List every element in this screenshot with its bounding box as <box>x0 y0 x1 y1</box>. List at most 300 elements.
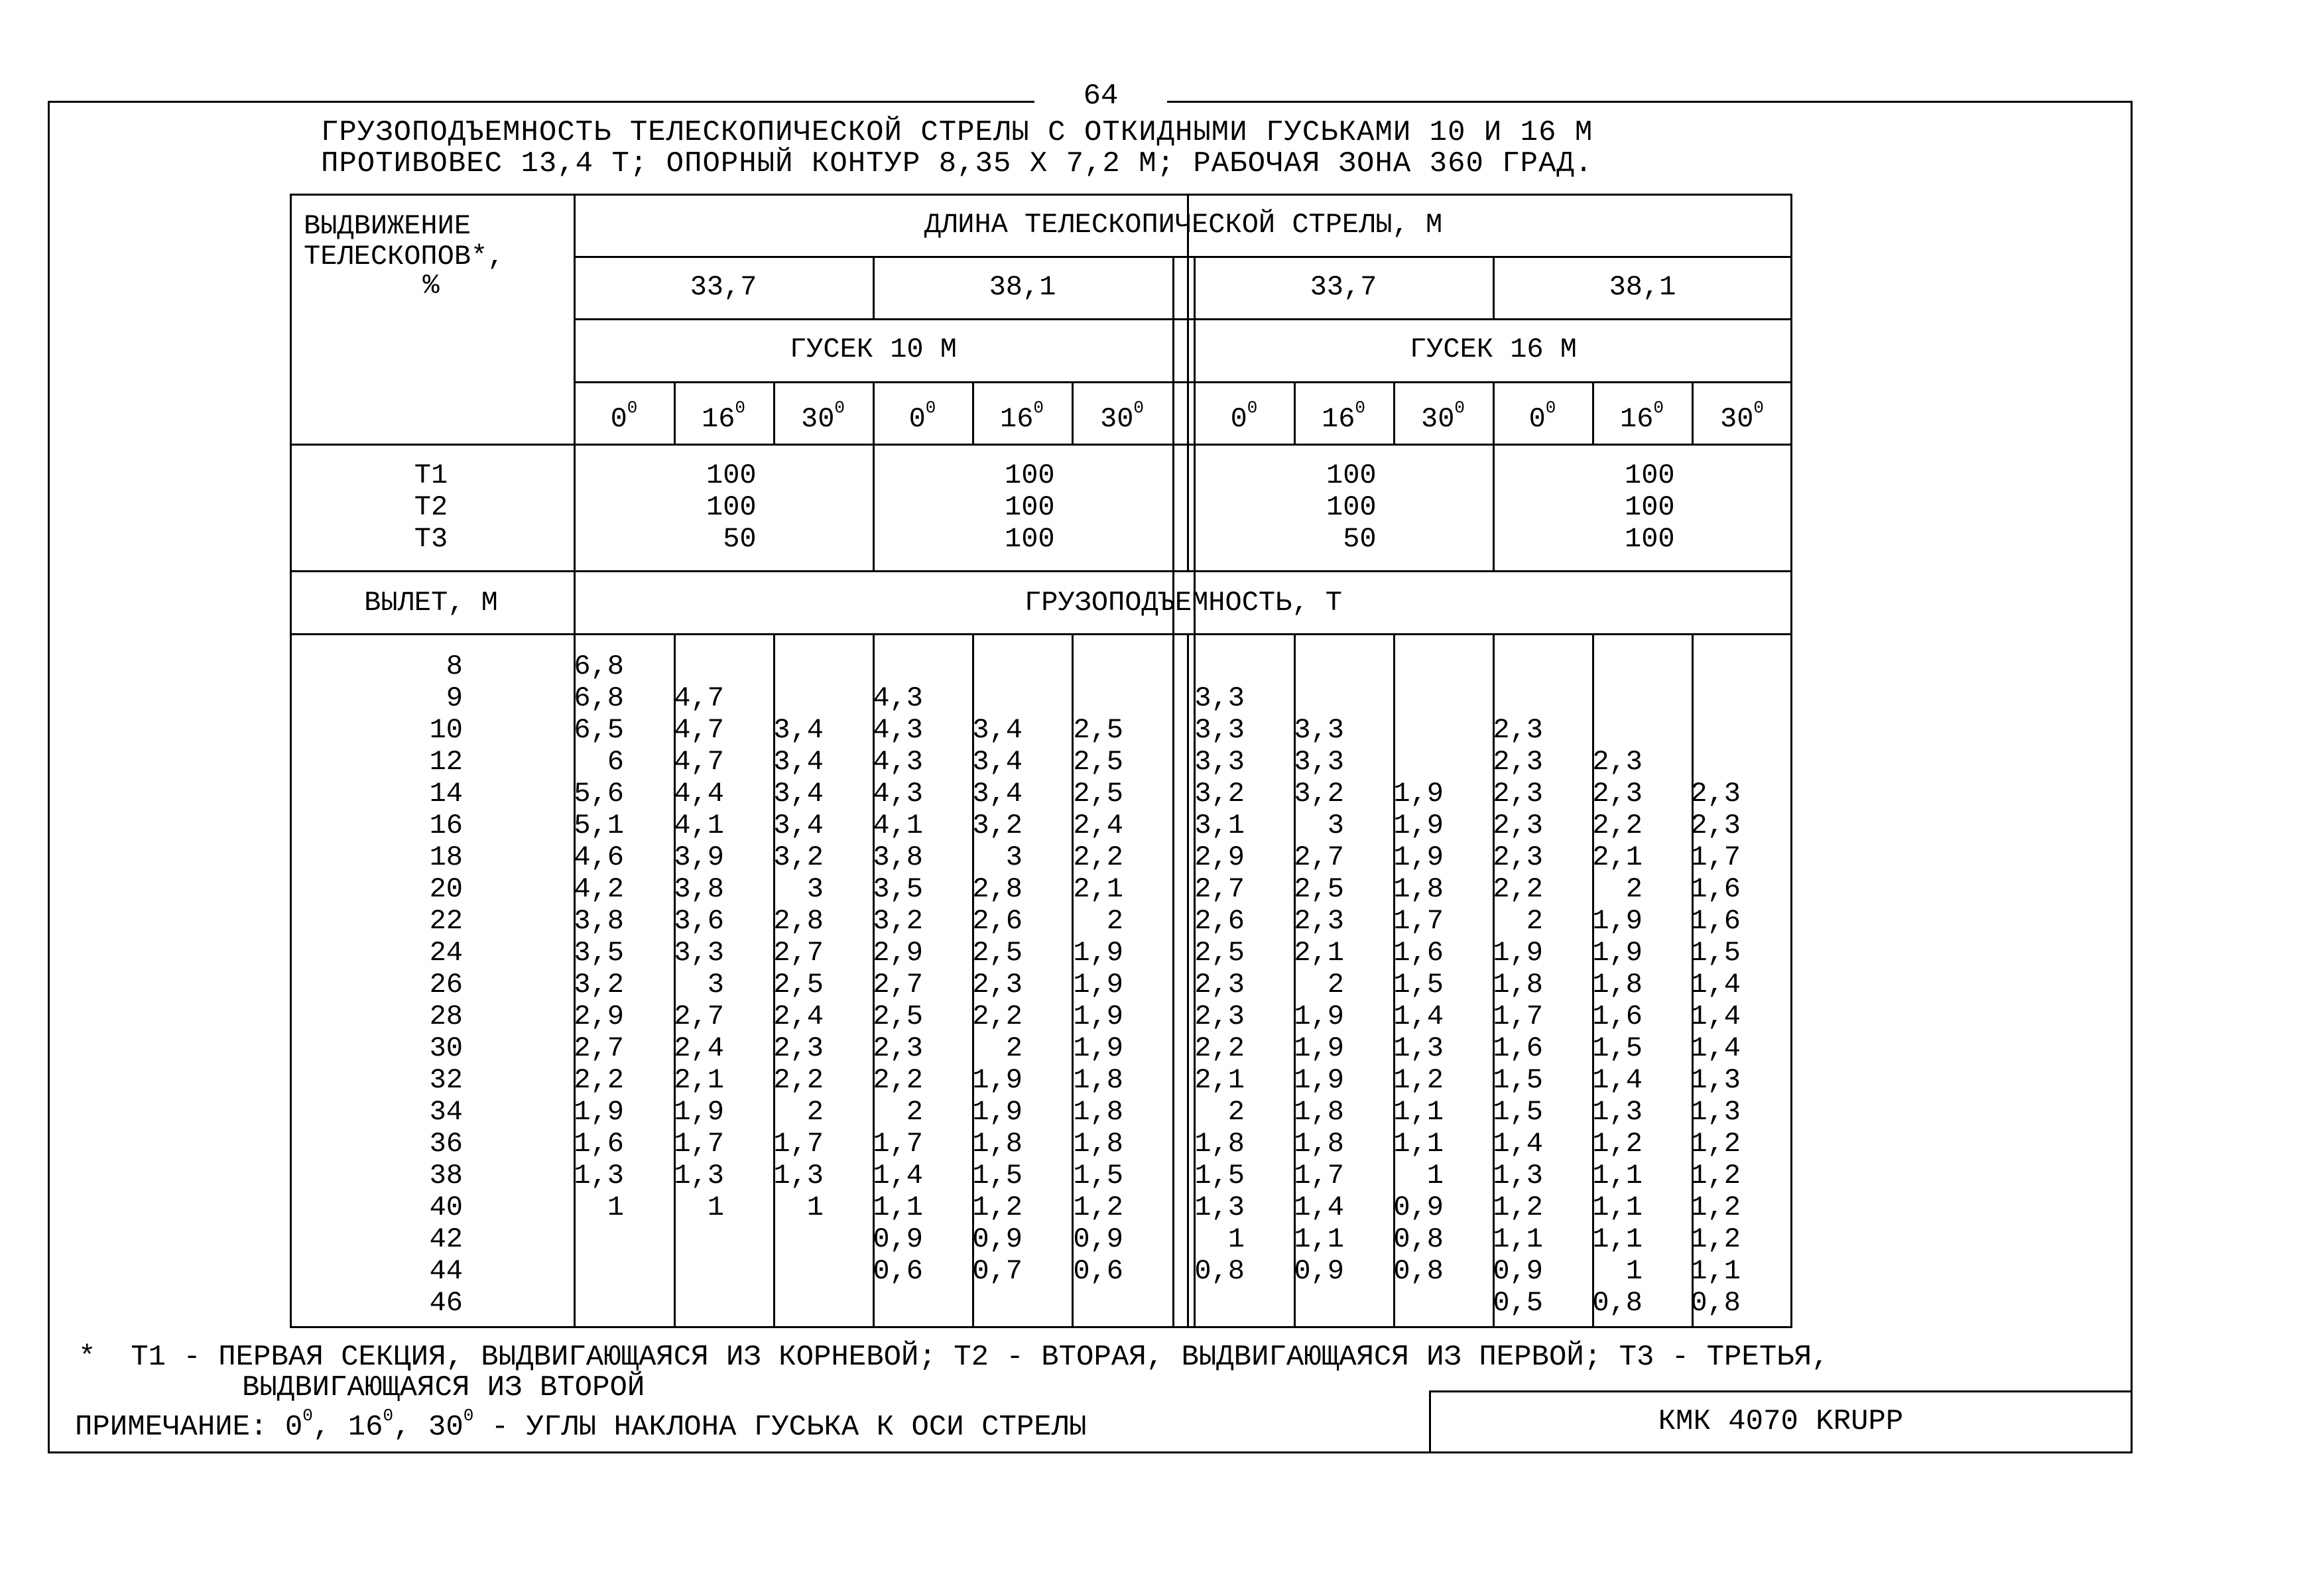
table-title-line1: ГРУЗОПОДЪЕМНОСТЬ ТЕЛЕСКОПИЧЕСКОЙ СТРЕЛЫ С ОТКИДНЫМИ ГУСЬКАМИ 10 И 16 М <box>321 116 1593 149</box>
capacity-column <box>837 650 923 1319</box>
radius-value: 16 <box>429 810 463 841</box>
capacity-cell <box>1037 682 1123 714</box>
capacity-cell: 2 <box>1526 905 1543 937</box>
capacity-cell: 1,9 <box>1073 969 1123 1001</box>
jib-angle: $0^0$ <box>908 398 936 435</box>
capacity-cell: 0,9 <box>1294 1255 1344 1287</box>
capacity-cell: 1,6 <box>1592 1001 1643 1032</box>
capacity-cell: 2,7 <box>773 937 824 969</box>
capacity-cell: 3 <box>707 969 724 1001</box>
capacity-cell: 3,3 <box>1294 746 1344 778</box>
capacity-cell: 6,5 <box>574 714 624 746</box>
capacity-cell <box>1556 650 1643 682</box>
radius-value: 30 <box>429 1032 463 1064</box>
capacity-cell: 1,9 <box>1592 905 1643 937</box>
capacity-cell: 1,2 <box>972 1192 1023 1223</box>
capacity-cell <box>1357 650 1444 682</box>
capacity-cell: 1,4 <box>1592 1064 1643 1096</box>
capacity-cell: 1,3 <box>674 1160 724 1192</box>
jib-angle: $16^0$ <box>1619 398 1664 435</box>
capacity-cell: 1,1 <box>873 1192 923 1223</box>
capacity-cell <box>638 1287 724 1319</box>
capacity-cell: 1,4 <box>1393 1001 1444 1032</box>
capacity-column <box>1158 650 1245 1319</box>
grid-line <box>292 633 1792 635</box>
capacity-cell: 1,4 <box>1690 1032 1741 1064</box>
degree-mark: 0 <box>1355 398 1366 418</box>
capacity-cell: 3,8 <box>574 905 624 937</box>
degree-mark: 0 <box>735 398 746 418</box>
capacity-cell: 1,9 <box>674 1096 724 1128</box>
capacity-cell: 1,3 <box>1493 1160 1543 1192</box>
capacity-cell <box>1357 746 1444 778</box>
capacity-cell: 1,7 <box>1294 1160 1344 1192</box>
capacity-cell: 1,8 <box>1294 1096 1344 1128</box>
capacity-cell: 2,2 <box>1194 1032 1245 1064</box>
capacity-cell <box>1357 714 1444 746</box>
capacity-cell: 2,3 <box>1194 1001 1245 1032</box>
capacity-cell: 6,8 <box>574 650 624 682</box>
capacity-cell: 2,9 <box>873 937 923 969</box>
capacity-cell: 1,1 <box>1592 1223 1643 1255</box>
capacity-cell: 3,2 <box>1294 778 1344 810</box>
degree-mark: 0 <box>1247 398 1258 418</box>
capacity-cell: 1,4 <box>1690 1001 1741 1032</box>
capacity-cell: 2,4 <box>1073 810 1123 841</box>
capacity-cell: 1,3 <box>1194 1192 1245 1223</box>
capacity-cell: 1,9 <box>1073 1001 1123 1032</box>
capacity-cell: 3,4 <box>972 746 1023 778</box>
capacity-cell: 4,1 <box>674 810 724 841</box>
capacity-column <box>936 650 1023 1319</box>
capacity-cell: 2,7 <box>574 1032 624 1064</box>
capacity-cell: 1,1 <box>1493 1223 1543 1255</box>
degree-mark: 0 <box>627 398 638 418</box>
capacity-cell: 1,9 <box>1592 937 1643 969</box>
capacity-cell: 0,8 <box>1393 1255 1444 1287</box>
capacity-cell: 3,5 <box>574 937 624 969</box>
degree-mark: 0 <box>925 398 936 418</box>
capacity-cell: 1,9 <box>972 1064 1023 1096</box>
capacity-cell <box>737 1287 824 1319</box>
capacity-cell: 4,7 <box>674 714 724 746</box>
capacity-column <box>1654 650 1741 1319</box>
capacity-cell: 1 <box>1426 1160 1444 1192</box>
capacity-header: ГРУЗОПОДЪЕМНОСТЬ, Т <box>1025 587 1342 619</box>
row-header-line2: ТЕЛЕСКОПОВ*, <box>304 241 505 273</box>
capacity-cell: 2,3 <box>1493 714 1543 746</box>
capacity-cell: 4,1 <box>873 810 923 841</box>
capacity-cell: 1 <box>1625 1255 1643 1287</box>
capacity-cell: 1,4 <box>873 1160 923 1192</box>
capacity-cell: 0,9 <box>1393 1192 1444 1223</box>
capacity-cell <box>538 1255 624 1287</box>
capacity-cell: 3,3 <box>1194 746 1245 778</box>
capacity-cell <box>1654 714 1741 746</box>
capacity-cell <box>1258 650 1344 682</box>
jib-angle: $0^0$ <box>1230 398 1258 435</box>
capacity-cell: 1,8 <box>1073 1064 1123 1096</box>
radius-column <box>292 650 463 1319</box>
radius-value: 40 <box>429 1192 463 1223</box>
capacity-cell: 1 <box>607 1192 624 1223</box>
capacity-cell: 1,6 <box>1690 873 1741 905</box>
capacity-cell: 1,5 <box>1073 1160 1123 1192</box>
capacity-cell: 1 <box>1227 1223 1245 1255</box>
capacity-cell: 2,5 <box>1194 937 1245 969</box>
capacity-cell <box>538 1223 624 1255</box>
capacity-cell: 2,2 <box>1493 873 1543 905</box>
capacity-cell: 0,8 <box>1690 1287 1741 1319</box>
boom-length: 38,1 <box>989 271 1056 303</box>
capacity-cell: 0,8 <box>1592 1287 1643 1319</box>
jib-angle: $0^0$ <box>1528 398 1556 435</box>
capacity-cell: 1,8 <box>1592 969 1643 1001</box>
capacity-cell <box>1037 1287 1123 1319</box>
capacity-cell <box>936 1287 1023 1319</box>
capacity-cell: 1,2 <box>1690 1160 1741 1192</box>
capacity-cell: 2,5 <box>1294 873 1344 905</box>
capacity-cell: 6,8 <box>574 682 624 714</box>
capacity-cell: 2,5 <box>972 937 1023 969</box>
capacity-cell: 3,2 <box>773 841 824 873</box>
capacity-cell: 1,7 <box>873 1128 923 1160</box>
radius-value: 22 <box>429 905 463 937</box>
capacity-cell: 1,9 <box>972 1096 1023 1128</box>
capacity-cell: 4,3 <box>873 778 923 810</box>
capacity-cell: 2 <box>1106 905 1123 937</box>
capacity-cell <box>737 1255 824 1287</box>
capacity-cell: 1,7 <box>773 1128 824 1160</box>
boom-length: 38,1 <box>1609 271 1676 303</box>
capacity-cell: 1,9 <box>1493 937 1543 969</box>
capacity-cell: 3,3 <box>674 937 724 969</box>
capacity-cell <box>1037 650 1123 682</box>
boom-length: 33,7 <box>1310 271 1377 303</box>
capacity-cell: 2,4 <box>773 1001 824 1032</box>
capacity-cell: 2,7 <box>1194 873 1245 905</box>
capacity-cell: 3,3 <box>1294 714 1344 746</box>
section-labels: Т1 Т2 Т3 <box>414 460 448 555</box>
capacity-cell: 2,4 <box>674 1032 724 1064</box>
capacity-cell: 1,1 <box>1393 1128 1444 1160</box>
capacity-cell: 1,3 <box>1690 1096 1741 1128</box>
capacity-cell: 5,1 <box>574 810 624 841</box>
capacity-column <box>737 650 824 1319</box>
capacity-cell: 2,2 <box>873 1064 923 1096</box>
capacity-cell: 3 <box>1005 841 1023 873</box>
capacity-cell: 1,7 <box>1393 905 1444 937</box>
grid-line <box>574 256 1792 258</box>
capacity-cell: 2,8 <box>773 905 824 937</box>
capacity-cell: 1,9 <box>1393 810 1444 841</box>
jib-angle: $30^0$ <box>1099 398 1145 435</box>
capacity-cell: 0,9 <box>1073 1223 1123 1255</box>
capacity-cell <box>1556 714 1643 746</box>
capacity-cell: 1,3 <box>1690 1064 1741 1096</box>
capacity-cell: 1,6 <box>1493 1032 1543 1064</box>
capacity-cell <box>1654 650 1741 682</box>
radius-value: 38 <box>429 1160 463 1192</box>
jib-angle: $30^0$ <box>800 398 845 435</box>
capacity-column <box>1556 650 1643 1319</box>
capacity-cell: 1,5 <box>1592 1032 1643 1064</box>
capacity-cell: 3,4 <box>773 746 824 778</box>
capacity-cell: 1,2 <box>1690 1128 1741 1160</box>
capacity-cell: 4,6 <box>574 841 624 873</box>
capacity-cell <box>1457 682 1543 714</box>
capacity-cell: 3,6 <box>674 905 724 937</box>
capacity-cell: 1,4 <box>1493 1128 1543 1160</box>
capacity-column <box>1357 650 1444 1319</box>
capacity-cell <box>936 682 1023 714</box>
radius-value: 34 <box>429 1096 463 1128</box>
capacity-cell: 0,8 <box>1393 1223 1444 1255</box>
capacity-cell: 1,8 <box>1493 969 1543 1001</box>
radius-value: 10 <box>429 714 463 746</box>
capacity-cell: 2,7 <box>1294 841 1344 873</box>
capacity-cell <box>837 1287 923 1319</box>
capacity-cell: 1,1 <box>1393 1096 1444 1128</box>
capacity-cell: 2,2 <box>1592 810 1643 841</box>
radius-value: 28 <box>429 1001 463 1032</box>
capacity-cell: 3,2 <box>972 810 1023 841</box>
jib-angle: $0^0$ <box>610 398 638 435</box>
capacity-cell: 3,2 <box>1194 778 1245 810</box>
capacity-cell: 3,4 <box>972 778 1023 810</box>
grid-line <box>574 381 1792 383</box>
capacity-cell <box>538 1287 624 1319</box>
capacity-cell <box>1357 1287 1444 1319</box>
degree-mark: 0 <box>1033 398 1044 418</box>
capacity-cell: 2,2 <box>574 1064 624 1096</box>
capacity-cell: 1,8 <box>1393 873 1444 905</box>
capacity-cell: 0,9 <box>1493 1255 1543 1287</box>
jib-angle: $16^0$ <box>999 398 1044 435</box>
capacity-cell: 2,1 <box>1592 841 1643 873</box>
capacity-cell <box>1357 682 1444 714</box>
capacity-cell: 3,1 <box>1194 810 1245 841</box>
capacity-cell: 1,5 <box>1493 1096 1543 1128</box>
capacity-cell: 0,6 <box>1073 1255 1123 1287</box>
capacity-cell: 2,1 <box>1194 1064 1245 1096</box>
capacity-column <box>1457 650 1543 1319</box>
footnote-line2: ВЫДВИГАЮЩАЯСЯ ИЗ ВТОРОЙ <box>242 1371 645 1404</box>
capacity-cell: 4,3 <box>873 714 923 746</box>
jib-angle: $16^0$ <box>701 398 746 435</box>
capacity-cell: 2,2 <box>773 1064 824 1096</box>
degree-mark: 0 <box>1545 398 1556 418</box>
capacity-cell: 1,9 <box>1073 937 1123 969</box>
capacity-cell: 3,2 <box>873 905 923 937</box>
capacity-cell: 2 <box>1227 1096 1245 1128</box>
capacity-cell <box>1654 746 1741 778</box>
boom-length-header: ДЛИНА ТЕЛЕСКОПИЧЕСКОЙ СТРЕЛЫ, М <box>924 209 1443 241</box>
degree-mark: 0 <box>1753 398 1765 418</box>
capacity-cell: 2,5 <box>773 969 824 1001</box>
capacity-cell: 2,5 <box>1073 778 1123 810</box>
grid-line <box>1187 196 1189 570</box>
capacity-cell: 1,6 <box>574 1128 624 1160</box>
capacity-cell: 2,3 <box>873 1032 923 1064</box>
capacity-cell: 2,3 <box>1592 746 1643 778</box>
capacity-cell: 1,2 <box>1393 1064 1444 1096</box>
capacity-cell: 1,3 <box>574 1160 624 1192</box>
capacity-cell: 3 <box>1327 810 1344 841</box>
capacity-cell: 2,1 <box>1294 937 1344 969</box>
capacity-column <box>1037 650 1123 1319</box>
capacity-cell <box>837 650 923 682</box>
radius-value: 42 <box>429 1223 463 1255</box>
capacity-cell: 2,9 <box>1194 841 1245 873</box>
capacity-cell: 2,8 <box>972 873 1023 905</box>
capacity-cell: 1,2 <box>1690 1223 1741 1255</box>
capacity-cell: 2,3 <box>1690 778 1741 810</box>
row-header-line3: % <box>422 270 440 302</box>
angle-note: ПРИМЕЧАНИЕ: $0^0$, $16^0$, $30^0$ - УГЛЫ НАКЛОНА ГУСЬКА К ОСИ СТРЕЛЫ <box>75 1406 1087 1444</box>
capacity-cell: 3,8 <box>674 873 724 905</box>
capacity-cell: 2,3 <box>1194 969 1245 1001</box>
capacity-cell: 1,2 <box>1073 1192 1123 1223</box>
capacity-cell: 2 <box>1327 969 1344 1001</box>
capacity-cell: 1 <box>707 1192 724 1223</box>
capacity-cell: 1,5 <box>1493 1064 1543 1096</box>
capacity-cell: 1,7 <box>674 1128 724 1160</box>
capacity-cell: 2,3 <box>1294 905 1344 937</box>
radius-value: 20 <box>429 873 463 905</box>
capacity-cell: 2,3 <box>1690 810 1741 841</box>
capacity-column <box>538 650 624 1319</box>
capacity-cell: 1,7 <box>1690 841 1741 873</box>
jib-angle: $30^0$ <box>1719 398 1765 435</box>
extension-values: 100 100 100 <box>1005 460 1055 555</box>
capacity-cell: 1,8 <box>1073 1128 1123 1160</box>
capacity-cell: 0,6 <box>873 1255 923 1287</box>
capacity-cell <box>1258 1287 1344 1319</box>
capacity-cell: 1 <box>806 1192 824 1223</box>
capacity-cell: 2,1 <box>674 1064 724 1096</box>
capacity-cell: 2,2 <box>972 1001 1023 1032</box>
capacity-cell: 0,7 <box>972 1255 1023 1287</box>
capacity-cell: 2 <box>1005 1032 1023 1064</box>
grid-line <box>574 318 1792 320</box>
crane-model-box: КМК 4070 KRUPP <box>1429 1390 2133 1453</box>
capacity-cell: 2,1 <box>1073 873 1123 905</box>
capacity-cell: 2 <box>906 1096 923 1128</box>
capacity-cell: 0,9 <box>972 1223 1023 1255</box>
capacity-cell: 5,6 <box>574 778 624 810</box>
capacity-cell: 3,8 <box>873 841 923 873</box>
capacity-cell: 1,9 <box>1294 1064 1344 1096</box>
capacity-cell: 2,3 <box>1493 778 1543 810</box>
capacity-cell <box>1158 650 1245 682</box>
capacity-cell: 4,3 <box>873 746 923 778</box>
capacity-cell: 1,6 <box>1690 905 1741 937</box>
radius-value: 44 <box>429 1255 463 1287</box>
capacity-cell: 1,1 <box>1690 1255 1741 1287</box>
capacity-cell <box>1654 682 1741 714</box>
capacity-cell <box>638 1255 724 1287</box>
capacity-cell: 2 <box>1625 873 1643 905</box>
capacity-cell: 1,9 <box>574 1096 624 1128</box>
capacity-cell: 2,6 <box>972 905 1023 937</box>
capacity-cell: 2,2 <box>1073 841 1123 873</box>
capacity-cell: 1,1 <box>1294 1223 1344 1255</box>
capacity-cell: 2,5 <box>873 1001 923 1032</box>
capacity-cell: 3,3 <box>1194 682 1245 714</box>
radius-value: 14 <box>429 778 463 810</box>
jib-group-16m: ГУСЕК 16 М <box>1409 334 1578 365</box>
degree-mark: 0 <box>1653 398 1664 418</box>
capacity-cell: 2,9 <box>574 1001 624 1032</box>
capacity-cell: 1,5 <box>1393 969 1444 1001</box>
capacity-cell: 6 <box>607 746 624 778</box>
table-title-line2: ПРОТИВОВЕС 13,4 Т; ОПОРНЫЙ КОНТУР 8,35 Х 7,2 М; РАБОЧАЯ ЗОНА 360 ГРАД. <box>321 147 1593 180</box>
capacity-cell: 4,7 <box>674 682 724 714</box>
capacity-cell <box>1258 682 1344 714</box>
capacity-cell <box>737 682 824 714</box>
jib-group-10m: ГУСЕК 10 М <box>789 334 958 365</box>
capacity-cell: 1,9 <box>1393 841 1444 873</box>
capacity-cell <box>638 650 724 682</box>
capacity-column <box>638 650 724 1319</box>
capacity-cell: 1,3 <box>1393 1032 1444 1064</box>
capacity-cell: 1,8 <box>1294 1128 1344 1160</box>
extension-values: 100 100 100 <box>1625 460 1675 555</box>
capacity-cell: 1,4 <box>1690 969 1741 1001</box>
capacity-cell: 1,3 <box>1592 1096 1643 1128</box>
radius-value: 18 <box>429 841 463 873</box>
capacity-cell: 2,5 <box>1073 714 1123 746</box>
radius-value: 46 <box>429 1287 463 1319</box>
row-header-line1: ВЫДВИЖЕНИЕ <box>304 210 471 242</box>
radius-value: 36 <box>429 1128 463 1160</box>
radius-value: 32 <box>429 1064 463 1096</box>
capacity-cell: 2,5 <box>1073 746 1123 778</box>
capacity-cell: 3,5 <box>873 873 923 905</box>
capacity-cell: 1,2 <box>1690 1192 1741 1223</box>
capacity-cell: 1,7 <box>1493 1001 1543 1032</box>
capacity-cell: 2,6 <box>1194 905 1245 937</box>
capacity-cell: 0,8 <box>1194 1255 1245 1287</box>
capacity-cell: 0,9 <box>873 1223 923 1255</box>
load-chart-table <box>290 194 1792 1328</box>
radius-header: ВЫЛЕТ, М <box>364 587 498 619</box>
capacity-cell: 1,9 <box>1294 1032 1344 1064</box>
capacity-cell: 3 <box>806 873 824 905</box>
capacity-cell <box>737 1223 824 1255</box>
radius-value: 9 <box>446 682 463 714</box>
radius-value: 8 <box>446 650 463 682</box>
degree-mark: 0 <box>1133 398 1145 418</box>
capacity-cell: 1,1 <box>1592 1192 1643 1223</box>
capacity-cell: 4,3 <box>873 682 923 714</box>
radius-value: 26 <box>429 969 463 1001</box>
capacity-cell: 2,3 <box>1493 746 1543 778</box>
capacity-cell <box>1556 682 1643 714</box>
capacity-cell: 3,2 <box>574 969 624 1001</box>
capacity-cell: 2,3 <box>972 969 1023 1001</box>
jib-angle: $16^0$ <box>1321 398 1366 435</box>
boom-length: 33,7 <box>690 271 757 303</box>
capacity-cell: 2,3 <box>1592 778 1643 810</box>
radius-value: 24 <box>429 937 463 969</box>
degree-mark: 0 <box>834 398 845 418</box>
extension-values: 100 100 50 <box>1326 460 1377 555</box>
capacity-cell <box>1158 1287 1245 1319</box>
capacity-cell <box>1457 650 1543 682</box>
capacity-cell: 4,2 <box>574 873 624 905</box>
